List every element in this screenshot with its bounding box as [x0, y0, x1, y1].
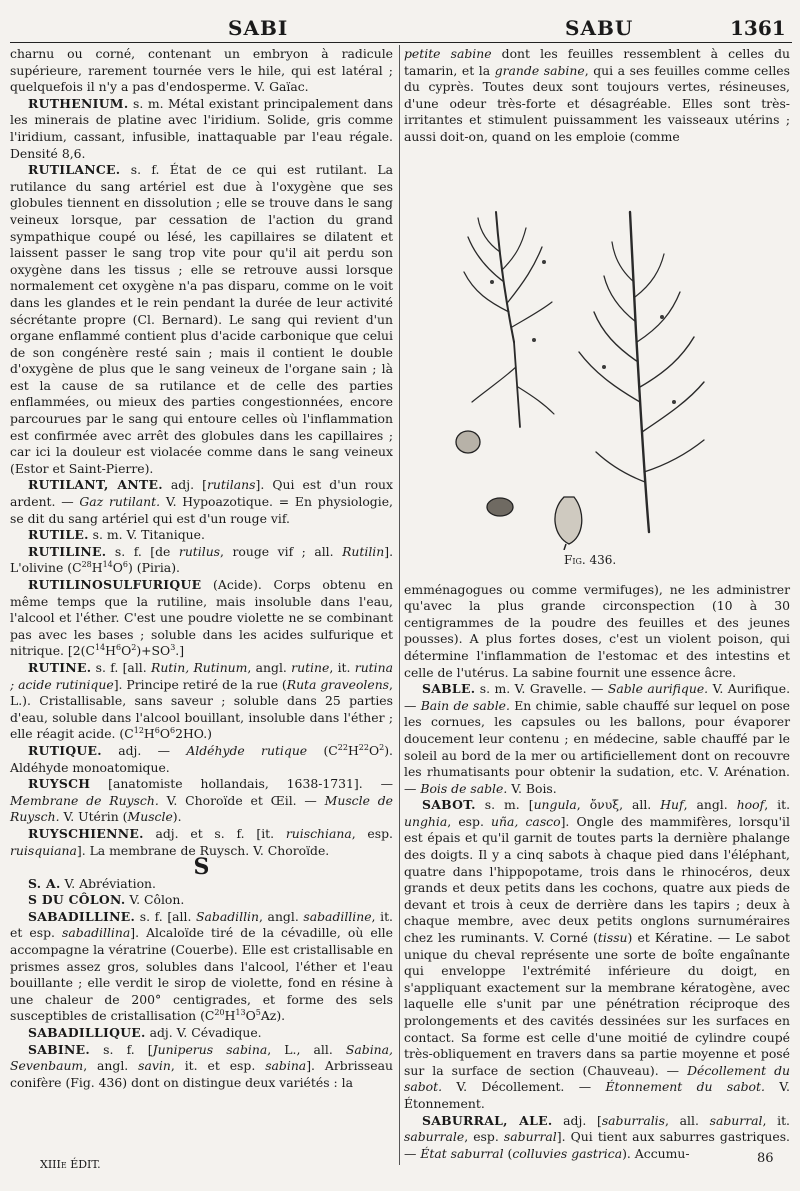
- figure-436: [404, 152, 790, 578]
- headword: SABLE.: [422, 681, 476, 697]
- entry-rutilinosulfurique: RUTILINOSULFURIQUE (Acide). Corps obtenu en même temps que la rutiline, mais insoluble dans l'eau, l'alcool et l'éther. C'est une poudre violette ne se combinant pas avec les bases ; soluble dans les acides sulfurique et nitrique. $[2(C^{14}H^6O^2)+SO^3.]$: [10, 577, 393, 659]
- entry-sabine: SABINE. s. f. [Juniperus sabina, L., all. Sabina, Sevenbaum, angl. savin, it. et esp. sabina]. Arbrisseau conifère (Fig. 436) dont on distingue deux variétés : la: [10, 1041, 393, 1090]
- headword: SABADILLIQUE.: [28, 1025, 146, 1041]
- right-column: [404, 46, 790, 1162]
- headword: S DU CÔLON.: [28, 892, 126, 908]
- header-rule: [10, 42, 792, 43]
- signature-number: 86: [757, 1151, 774, 1166]
- column-divider: [399, 45, 400, 1165]
- headword: SABOT.: [422, 797, 476, 813]
- page-header: [0, 10, 800, 40]
- headword: RUTILINE.: [28, 543, 107, 559]
- headword: RUTILINOSULFURIQUE: [28, 577, 202, 592]
- header-center-word: SABU: [565, 16, 634, 40]
- entry-rutilant: RUTILANT, ANTE. adj. [rutilans]. Qui est d'un roux ardent. — Gaz rutilant. V. Hypoazotique. = En physiologie, se dit du sang artériel qui est d'un rouge vif.: [10, 477, 394, 526]
- headword: RUYSCH: [28, 776, 91, 792]
- entry-sabadillique: SABADILLIQUE. adj. V. Cévadique.: [28, 1025, 262, 1041]
- headword: RUTINE.: [28, 659, 92, 675]
- entry-ruyschienne: RUYSCHIENNE. adj. et s. f. [it. ruischiana, esp. ruisquiana]. La membrane de Ruysch. V. Choroïde.: [10, 825, 393, 858]
- entry-rutique: RUTIQUE. adj. — Aldéhyde rutique $(C^{22}H^{22}O^2)$. Aldéhyde monoatomique.: [10, 742, 393, 775]
- entry-rutile: RUTILE. s. m. V. Titanique.: [28, 527, 205, 543]
- entry-saburral: SABURRAL, ALE. adj. [saburralis, all. saburral, it. saburrale, esp. saburral]. Qui tient aux saburres gastriques. — État saburral (colluvies gastrica). Accumu-: [404, 1112, 790, 1161]
- entry-sabadilline: SABADILLINE. s. f. [all. Sabadillin, angl. sabadilline, it. et esp. sabadillina]. Alcaloïde tiré de la cévadille, où elle accompagne la vératrine (Couerbe). Elle est cristallisable en prismes assez gros, solubles dans l'alcool, l'éther et l'eau bouillante ; elle verdit le sirop de violette, fond en résine à une chaleur de 200° centigrades, et forme des sels susceptibles de cristallisation $(C^{20}H^{13}O^5Az)$.: [10, 908, 393, 1024]
- headword: SABURRAL, ALE.: [422, 1112, 553, 1128]
- entry-ruthenium: RUTHENIUM. s. m. Métal existant principalement dans les minerais de platine avec l'iridium. Solide, gris comme l'iridium, cassant, infusible, inattaquable par l'eau régale. Densité 8,6.: [10, 95, 393, 161]
- entry-ruysch: RUYSCH [anatomiste hollandais, 1638-1731]. — Membrane de Ruysch. V. Choroïde et Œil. — Muscle de Ruysch. V. Utérin (Muscle).: [10, 776, 394, 825]
- edition-footer: XIIIe ÉDIT.: [40, 1158, 101, 1171]
- headword: S. A.: [28, 875, 61, 891]
- entry-rutilance: RUTILANCE. s. f. État de ce qui est rutilant. La rutilance du sang artériel est due à l'oxygène que ses globules tiennent en dissolution ; elle se trouve dans le sang veineux lorsque, par cessation de l'action du grand sympathique coupé ou lésé, les capillaires se dilatent et laissent passer le sang trop vite pour qu'il ait perdu son oxygène dans les tissus ; elle se retrouve aussi lorsque normalement cet oxygène n'a pas disparu, comme on le voit dans les glandes et le rein pendant la durée de leur activité sécrétante propre (Cl. Bernard). Le sang qui revient d'un organe enflammé contient plus d'acide carbonique que celui de son congénère resté sain ; mais il contient le double d'oxygène de plus que le sang veineux de l'organe sain ; là est la cause de sa rutilance et de celle des parties enflammées, ou mieux des parties congestionnées, encore parcourues par le sang qui entoure celles où l'inflammation est confirmée avec arrêt des globules dans les capillaires ; car ici la douleur est violacée comme dans le sang veineux (Estor et Saint-Pierre).: [10, 162, 393, 476]
- left-column: [10, 46, 393, 1091]
- page-number: 1361: [730, 16, 786, 40]
- entry-sabine-end: emménagogues ou comme vermifuges), ne les administrer qu'avec la plus grande circonspection (10 à 30 centigrammes de la poudre des feuilles et des jeunes pousses). A plus fortes doses, c'est un violent poison, qui détermine l'inflammation de l'estomac et des intestins et celle de l'utérus. La sabine fournit une essence âcre.: [404, 581, 790, 680]
- header-left-word: SABI: [228, 16, 289, 40]
- entry-sabine-continued: petite sabine dont les feuilles ressemblent à celles du tamarin, et la grande sabine, qui a ses feuilles comme celles du cyprès. Toutes deux sont toujours vertes, résineuses, d'une odeur très-forte et désagréable. Elles sont très-irritantes et stimulent puissamment les vaisseaux utérins ; aussi doit-on, quand on les emploie (comme: [404, 46, 791, 144]
- entry-s-du-colon: S DU CÔLON. V. Côlon.: [28, 892, 185, 908]
- headword: RUTILE.: [28, 527, 89, 543]
- entry-sa: S. A. V. Abréviation.: [28, 875, 156, 891]
- headword: RUTIQUE.: [28, 742, 102, 758]
- entry-sabot: SABOT. s. m. [ungula, ὄνυξ, all. Huf, angl. hoof, it. unghia, esp. uña, casco]. Ongle des mammifères, lorsqu'il est épais et qu'il garnit de toutes parts la dernière phalange des doigts. Il y a cinq sabots à chaque pied dans l'éléphant, quatre dans l'hippopotame, trois dans le rhinocéros, deux grands et deux petits dans les cochons, quatre aux pieds de devant et trois à ceux de derrière dans les tapirs ; deux à chaque membre, avec deux petits onglons surnuméraires chez les ruminants. V. Corné (tissu) et Kératine. — Le sabot unique du cheval représente une sorte de boîte engaînante qui enveloppe l'extrémité inférieure du doigt, en s'appliquant exactement sur la membrane kératogène, avec laquelle elle s'unit par une pénétration réciproque des prolongements et des cavités dessinées sur les surfaces en contact. Sa forme est celle d'une moitié de cylindre coupé très-obliquement en travers dans sa partie moyenne et posé sur la surface de section (Chauveau). — Décollement du sabot. V. Décollement. — Étonnement du sabot. V. Étonnement.: [404, 797, 791, 1111]
- headword: SABADILLINE.: [28, 908, 136, 924]
- entry-rutiline: RUTILINE. s. f. [de rutilus, rouge vif ; all. Rutilin]. L'olivine $(C^{28}H^{14}O^6)$ (Piria).: [10, 543, 394, 576]
- entry-sable: SABLE. s. m. V. Gravelle. — Sable aurifique. V. Aurifique. — Bain de sable. En chimie, sable chauffé sur lequel on pose les cornues, les capsules ou les ballons, pour évaporer doucement leur contenu ; en médecine, sable chauffé par le soleil au bord de la mer ou artificiellement dont on recouvre les rhumatisants pour obtenir la sudation, etc. V. Arénation. — Bois de sable. V. Bois.: [404, 681, 791, 796]
- entry-continuation: charnu ou corné, contenant un embryon à radicule supérieure, rarement tournée vers le hile, qui est latéral ; quelquefois il n'y a pas d'endosperme. V. Gaïac.: [10, 46, 393, 95]
- headword: RUTHENIUM.: [28, 95, 129, 111]
- savin-plant-illustration: [404, 152, 790, 550]
- headword: RUTILANT, ANTE.: [28, 477, 163, 493]
- headword: RUYSCHIENNE.: [28, 825, 144, 841]
- section-letter-heading: S: [193, 854, 210, 881]
- headword: RUTILANCE.: [28, 162, 121, 178]
- figure-caption: Fig. 436.: [564, 552, 617, 567]
- entry-rutine: RUTINE. s. f. [all. Rutin, Rutinum, angl. rutine, it. rutina ; acide rutinique]. Principe retiré de la rue (Ruta graveolens, L.). Cristallisable, sans saveur ; soluble dans 25 parties d'eau, soluble dans l'alcool bouillant, insoluble dans l'éther ; elle réagit acide. $(C^{12}H^6O^62HO.)$: [10, 659, 393, 742]
- headword: SABINE.: [28, 1041, 91, 1057]
